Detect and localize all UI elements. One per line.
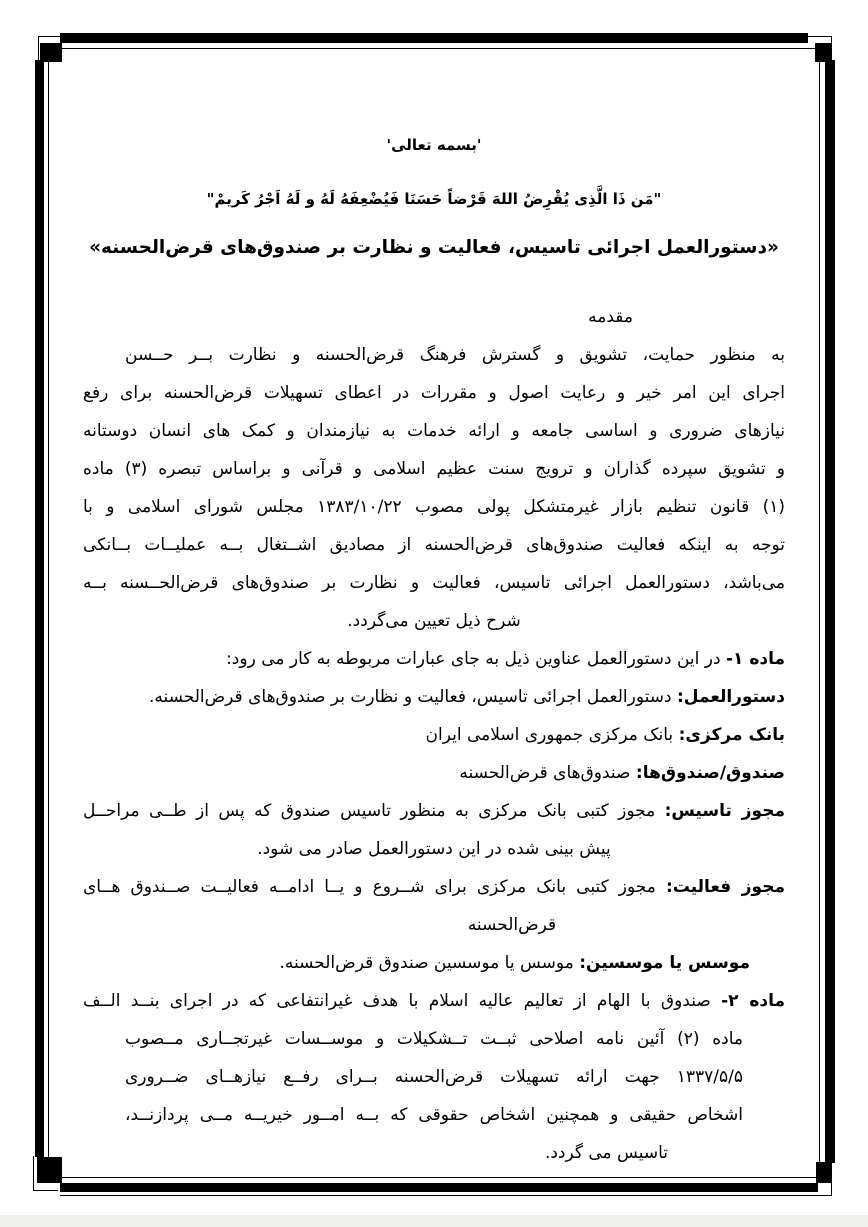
text-line: پیش بینی شده در این دستورالعمل صادر می شود.	[257, 839, 611, 859]
frame-top-bar	[60, 33, 808, 43]
defined-term-lead: مجوز تاسیس:	[664, 801, 785, 821]
text-line: شرح ذیل تعیین می‌گردد.	[347, 611, 521, 631]
besmeleh-invocation: 'بسمه تعالی'	[386, 136, 482, 154]
defined-term-lead: صندوق/صندوق‌ها:	[635, 763, 785, 783]
section-heading: مقدمه	[588, 307, 633, 327]
text-line: نیازهای ضروری و اساسی جامعه و ارائه خدمات به نیازمندان و کمک های انسان دوستانه	[83, 421, 785, 441]
defined-term-lead: موسس یا موسسین:	[579, 953, 750, 973]
quran-verse: "مَن ذَا الَّذِی یُقْرِضُ اللهَ قَرْضاً حَسَنَا فَیُضْعِفَهُ لَهُ و لَهُ اَجْرُ کَریمْ"	[206, 190, 662, 208]
frame-bottom-bar	[60, 1183, 818, 1192]
text-line: توجه به اینکه فعالیت صندوق‌های قرض‌الحسنه از مصادیق اشــتغال بــه عملیــات بــانکی	[83, 535, 785, 555]
document-content	[83, 125, 785, 1172]
text-line: اجرای این امر خیر و رعایت اصول و مقررات در اعطای تسهیلات قرض‌الحسنه برای رفع	[83, 383, 785, 403]
defined-term-lead: بانک مرکزی:	[678, 725, 785, 745]
page-edge-strip	[0, 1215, 868, 1227]
frame-corner-top-left	[40, 43, 62, 62]
text-line: و تشویق سپرده گذاران و ترویج سنت عظیم اسلامی و قرآنی و براساس تبصره (۳) ماده	[83, 459, 785, 479]
text-line: ماده ۱- در این دستورالعمل عناوین ذیل به جای عبارات مربوطه به کار می رود:	[226, 649, 785, 669]
defined-term-lead: مجوز فعالیت:	[665, 877, 785, 897]
text-line: بانک مرکزی: بانک مرکزی جمهوری اسلامی ایران	[425, 725, 785, 745]
text-line: ماده (۲) آئین نامه اصلاحی ثبــت تــشکیلات و موســسات غیرتجــاری مــصوب	[125, 1029, 743, 1049]
defined-term-lead: دستورالعمل:	[676, 687, 785, 707]
text-line: به منظور حمایت، تشویق و گسترش فرهنگ قرض‌الحسنه و نظارت بــر حــسن	[125, 345, 785, 365]
text-line: ۱۳۳۷/۵/۵ جهت ارائه تسهیلات قرض‌الحسنه بــرای رفــع نیازهــای ضــروری	[125, 1067, 743, 1087]
text-line: صندوق/صندوق‌ها: صندوق‌های قرض‌الحسنه	[459, 763, 785, 783]
frame-left-bar	[35, 60, 44, 1157]
text-line: قرض‌الحسنه	[467, 915, 557, 935]
text-line: مجوز تاسیس: مجوز کتبی بانک مرکزی به منظور تاسیس صندوق که پس از طــی مراحــل	[83, 801, 785, 821]
text-line: ماده ۲- صندوق با الهام از تعالیم عالیه اسلام با هدف غیرانتفاعی که در اجرای بنــد الــف	[83, 991, 785, 1011]
text-line: (۱) قانون تنظیم بازار غیرمتشکل پولی مصوب ۱۳۸۳/۱۰/۲۲ مجلس شورای اسلامی و با	[83, 497, 786, 517]
text-line: مجوز فعالیت: مجوز کتبی بانک مرکزی برای شــروع و یــا ادامــه فعالیــت صــندوق هــای	[83, 877, 785, 897]
text-line: موسس یا موسسین: موسس یا موسسین صندوق قرض‌الحسنه.	[279, 953, 750, 973]
text-line: تاسیس می گردد.	[544, 1143, 668, 1163]
frame-corner-bottom-right	[816, 1162, 831, 1183]
document-body	[83, 298, 785, 1172]
frame-corner-top-right	[815, 43, 831, 62]
frame-corner-bottom-left	[37, 1157, 62, 1183]
text-line: اشخاص حقیقی و همچنین اشخاص حقوقی که بــه امــور خیریــه مــی پردازنــد،	[125, 1105, 743, 1125]
text-line: می‌باشد، دستورالعمل اجرائی تاسیس، فعالیت و نظارت بر صندوق‌های قرض‌الحــسنه بــه	[83, 573, 785, 593]
text-line: دستورالعمل: دستورالعمل اجرائی تاسیس، فعالیت و نظارت بر صندوق‌های قرض‌الحسنه.	[148, 687, 785, 707]
document-title: «دستورالعمل اجرائی تاسیس، فعالیت و نظارت بر صندوق‌های قرض‌الحسنه»	[89, 237, 779, 258]
defined-term-lead: ماده ۱-	[725, 649, 785, 669]
frame-right-bar	[825, 60, 835, 1163]
defined-term-lead: ماده ۲-	[721, 991, 785, 1011]
